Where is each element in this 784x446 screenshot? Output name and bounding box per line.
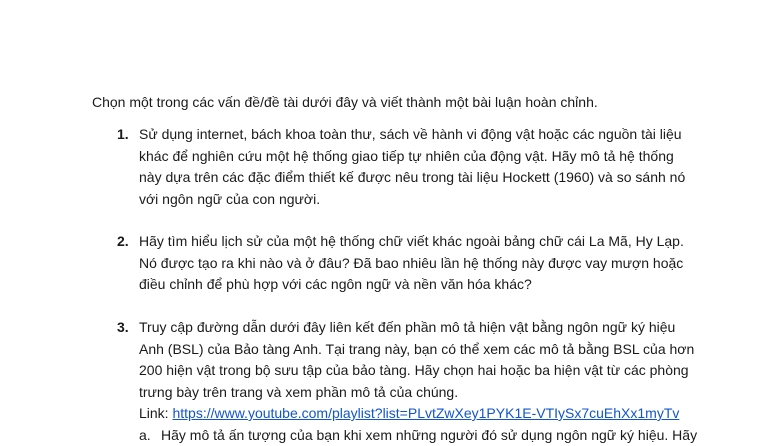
link-line	[139, 403, 719, 425]
text-line: với ngôn ngữ của con người.	[139, 189, 719, 211]
text-line: trưng bày trên trang và xem phần mô tả của chúng.	[139, 382, 719, 404]
instructions-text: Chọn một trong các vấn đề/đề tài dưới đây và viết thành một bài luận hoàn chỉnh.	[92, 92, 598, 112]
link-label: Link:	[139, 405, 169, 421]
text-line: Sử dụng internet, bách khoa toàn thư, sách về hành vi động vật hoặc các nguồn tài liệu	[139, 124, 719, 146]
text-line: Hãy tìm hiểu lịch sử của một hệ thống chữ viết khác ngoài bảng chữ cái La Mã, Hy Lạp.	[139, 231, 719, 253]
text-line: Truy cập đường dẫn dưới đây liên kết đến phần mô tả hiện vật bằng ngôn ngữ ký hiệu	[139, 317, 719, 339]
text-line: Anh (BSL) của Bảo tàng Anh. Tại trang này, bạn có thể xem các mô tả bằng BSL của hơn	[139, 339, 719, 361]
item-number: 2.	[117, 231, 129, 253]
item-number: 1.	[117, 124, 129, 146]
item-text	[139, 317, 719, 446]
text-line: điều chỉnh để phù hợp với các ngôn ngữ và nền văn hóa khác?	[139, 274, 719, 296]
text-line: Nó được tạo ra khi nào và ở đâu? Đã bao nhiêu lần hệ thống này được vay mượn hoặc	[139, 253, 719, 275]
sub-item-text: Hãy mô tả ấn tượng của bạn khi xem những người đó sử dụng ngôn ngữ ký hiệu. Hãy	[161, 427, 697, 443]
text-line: 200 hiện vật trong bộ sưu tập của bảo tàng. Hãy chọn hai hoặc ba hiện vật từ các phòng	[139, 360, 719, 382]
item-text	[139, 231, 719, 296]
text-line: khác để nghiên cứu một hệ thống giao tiếp tự nhiên của động vật. Hãy mô tả hệ thống	[139, 146, 719, 168]
text-line: này dựa trên các đặc điểm thiết kế được nêu trong tài liệu Hockett (1960) và so sánh nó	[139, 167, 719, 189]
playlist-link[interactable]: https://www.youtube.com/playlist?list=PLvtZwXey1PYK1E-VTIySx7cuEhXx1myTv	[172, 405, 679, 421]
sub-item	[139, 425, 719, 446]
item-number: 3.	[117, 317, 129, 339]
item-text	[139, 124, 719, 210]
sub-item-letter: a.	[139, 425, 161, 446]
